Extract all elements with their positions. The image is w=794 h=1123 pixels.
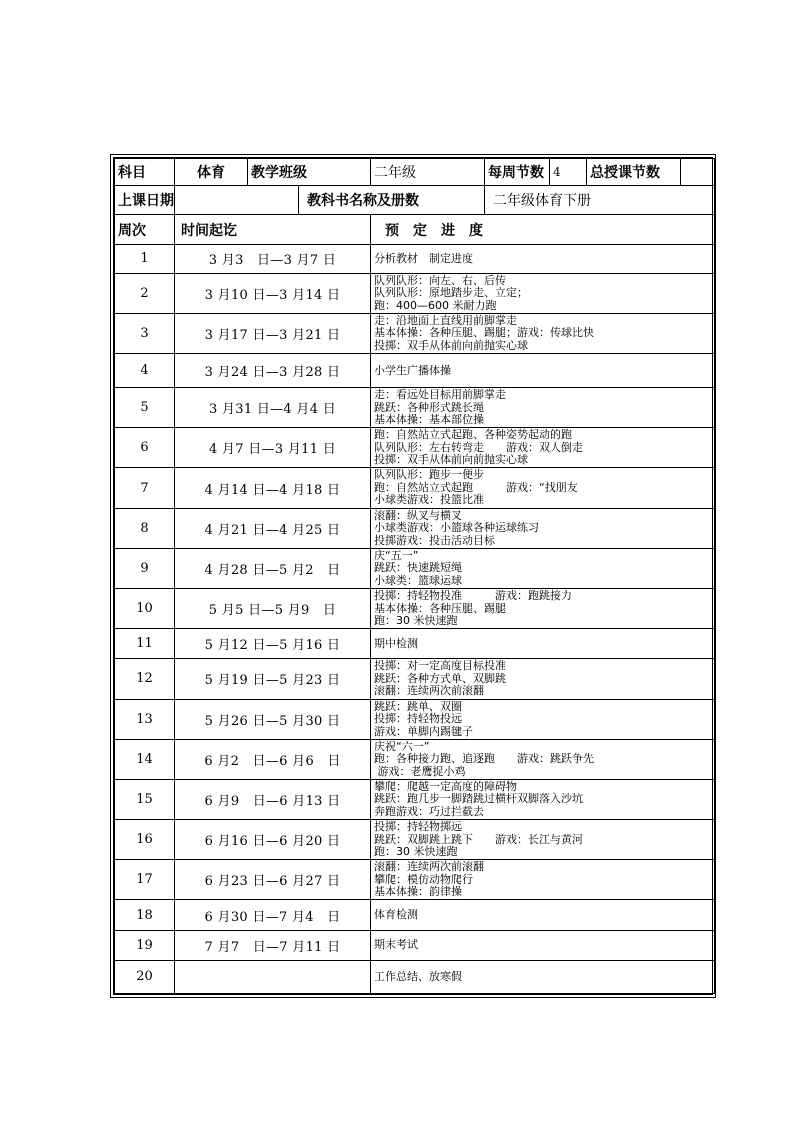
plan-content: 庆“五一” 跳跃：快速跳短绳 小球类：篮球运球 (371, 548, 715, 588)
week-number: 16 (115, 820, 175, 860)
week-number: 2 (115, 273, 175, 313)
class-label: 教学班级 (248, 159, 371, 186)
date-range: 5 月26 日—5 月30 日 (175, 699, 371, 739)
date-range: 3 月10 日—3 月14 日 (175, 273, 371, 313)
date-range: 3 月17 日—3 月21 日 (175, 313, 371, 353)
plan-content: 体育检测 (371, 900, 715, 930)
week-number: 9 (115, 548, 175, 588)
week-number: 11 (115, 629, 175, 659)
weekly-value: 4 (550, 159, 587, 186)
table-row (115, 388, 715, 428)
date-range: 7 月7 日—7 月11 日 (175, 930, 371, 960)
week-number: 7 (115, 468, 175, 508)
date-value (175, 186, 299, 215)
week-number: 4 (115, 353, 175, 387)
date-range: 6 月16 日—6 月20 日 (175, 820, 371, 860)
subject-value: 体育 (175, 159, 248, 186)
table-row (115, 428, 715, 468)
plan-content: 工作总结、放寒假 (371, 960, 715, 993)
class-value: 二年级 (371, 159, 485, 186)
table-row (115, 313, 715, 353)
week-number: 20 (115, 960, 175, 993)
col-week: 周次 (115, 215, 175, 245)
table-row (115, 273, 715, 313)
date-range: 6 月23 日—6 月27 日 (175, 860, 371, 900)
week-number: 1 (115, 245, 175, 273)
plan-content: 庆祝“六一” 跑：各种接力跑、追逐跑 游戏：跳跃争先 游戏：老鹰捉小鸡 (371, 739, 715, 779)
table-row (115, 960, 715, 993)
col-time: 时间起讫 (175, 215, 371, 245)
date-range: 3 月24 日—3 月28 日 (175, 353, 371, 387)
table-row (115, 860, 715, 900)
date-range: 3 月3 日—3 月7 日 (175, 245, 371, 273)
week-number: 6 (115, 428, 175, 468)
plan-content: 走：沿地面上直线用前脚掌走 基本体操：各种压腿、踢腿；游戏：传球比快 投掷：双手从体前向前抛实心球 (371, 313, 715, 353)
week-number: 19 (115, 930, 175, 960)
table-row (115, 739, 715, 779)
date-range: 3 月31 日—4 月4 日 (175, 388, 371, 428)
plan-content: 队列队形：向左、右、后传 队列队形：原地踏步走、立定； 跑：400—600 米耐力跑 (371, 273, 715, 313)
table-row (115, 629, 715, 659)
date-range: 5 月19 日—5 月23 日 (175, 659, 371, 699)
date-label: 上课日期 (115, 186, 175, 215)
week-number: 8 (115, 508, 175, 548)
week-number: 12 (115, 659, 175, 699)
date-range: 4 月14 日—4 月18 日 (175, 468, 371, 508)
week-number: 18 (115, 900, 175, 930)
date-range (175, 960, 371, 993)
table-row (115, 245, 715, 273)
plan-content: 投掷：持轻物投准 游戏：跑跳接力 基本体操：各种压腿、踢腿 跑：30 米快速跑 (371, 589, 715, 629)
table-row (115, 659, 715, 699)
date-range: 4 月28 日—5 月2 日 (175, 548, 371, 588)
date-range: 6 月2 日—6 月6 日 (175, 739, 371, 779)
week-number: 10 (115, 589, 175, 629)
header-row-2 (115, 186, 715, 215)
table-row (115, 900, 715, 930)
plan-content: 投掷：对一定高度目标投准 跳跃：各种方式单、双脚跳 滚翻：连续两次前滚翻 (371, 659, 715, 699)
subject-label: 科目 (115, 159, 175, 186)
header-row-1 (115, 159, 715, 186)
plan-content: 队列队形：跑步一便步 跑：自然站立式起跑 游戏：“找朋友 小球类游戏：投篮比准 (371, 468, 715, 508)
total-label: 总授课节数 (587, 159, 681, 186)
book-label: 教科书名称及册数 (299, 186, 485, 215)
plan-content: 攀爬：爬越一定高度的障碍物 跳跃：跑几步一脚踏跳过横杆双脚落入沙坑 奔跑游戏：巧过拦截去 (371, 779, 715, 819)
table-row (115, 353, 715, 387)
column-header-row (115, 215, 715, 245)
week-number: 14 (115, 739, 175, 779)
schedule-table-container (113, 157, 713, 995)
week-number: 17 (115, 860, 175, 900)
plan-content: 滚翻：纵叉与横叉 小球类游戏：小篮球各种运球练习 投掷游戏：投击活动目标 (371, 508, 715, 548)
plan-content: 滚翻：连续两次前滚翻 攀爬：模仿动物爬行 基本体操：韵律操 (371, 860, 715, 900)
plan-content: 走：看远处目标用前脚掌走 跳跃：各种形式跳长绳 基本体操：基本部位操 (371, 388, 715, 428)
table-row (115, 548, 715, 588)
week-number: 13 (115, 699, 175, 739)
table-row (115, 779, 715, 819)
week-number: 15 (115, 779, 175, 819)
table-row (115, 508, 715, 548)
table-row (115, 699, 715, 739)
week-number: 5 (115, 388, 175, 428)
date-range: 5 月12 日—5 月16 日 (175, 629, 371, 659)
schedule-table (114, 158, 715, 994)
date-range: 4 月7 日—3 月11 日 (175, 428, 371, 468)
table-row (115, 468, 715, 508)
week-number: 3 (115, 313, 175, 353)
table-row (115, 820, 715, 860)
col-plan: 预 定 进 度 (371, 215, 715, 245)
weekly-label: 每周节数 (485, 159, 550, 186)
plan-content: 投掷：持轻物掷远 跳跃：双脚跳上跳下 游戏：长江与黄河 跑：30 米快速跑 (371, 820, 715, 860)
table-row (115, 589, 715, 629)
book-value: 二年级体育下册 (485, 186, 715, 215)
plan-content: 分析教材 制定进度 (371, 245, 715, 273)
plan-content: 期末考试 (371, 930, 715, 960)
date-range: 4 月21 日—4 月25 日 (175, 508, 371, 548)
total-value (681, 159, 715, 186)
date-range: 6 月9 日—6 月13 日 (175, 779, 371, 819)
date-range: 5 月5 日—5 月9 日 (175, 589, 371, 629)
plan-content: 小学生广播体操 (371, 353, 715, 387)
date-range: 6 月30 日—7 月4 日 (175, 900, 371, 930)
plan-content: 跳跃：跳单、双圈 投掷：持轻物投远 游戏：单脚内踢毽子 (371, 699, 715, 739)
plan-content: 跑：自然站立式起跑、各种姿势起动的跑 队列队形：左右转弯走 游戏：双人倒走 投掷：双手从体前向前抛实心球 (371, 428, 715, 468)
plan-content: 期中检测 (371, 629, 715, 659)
table-row (115, 930, 715, 960)
